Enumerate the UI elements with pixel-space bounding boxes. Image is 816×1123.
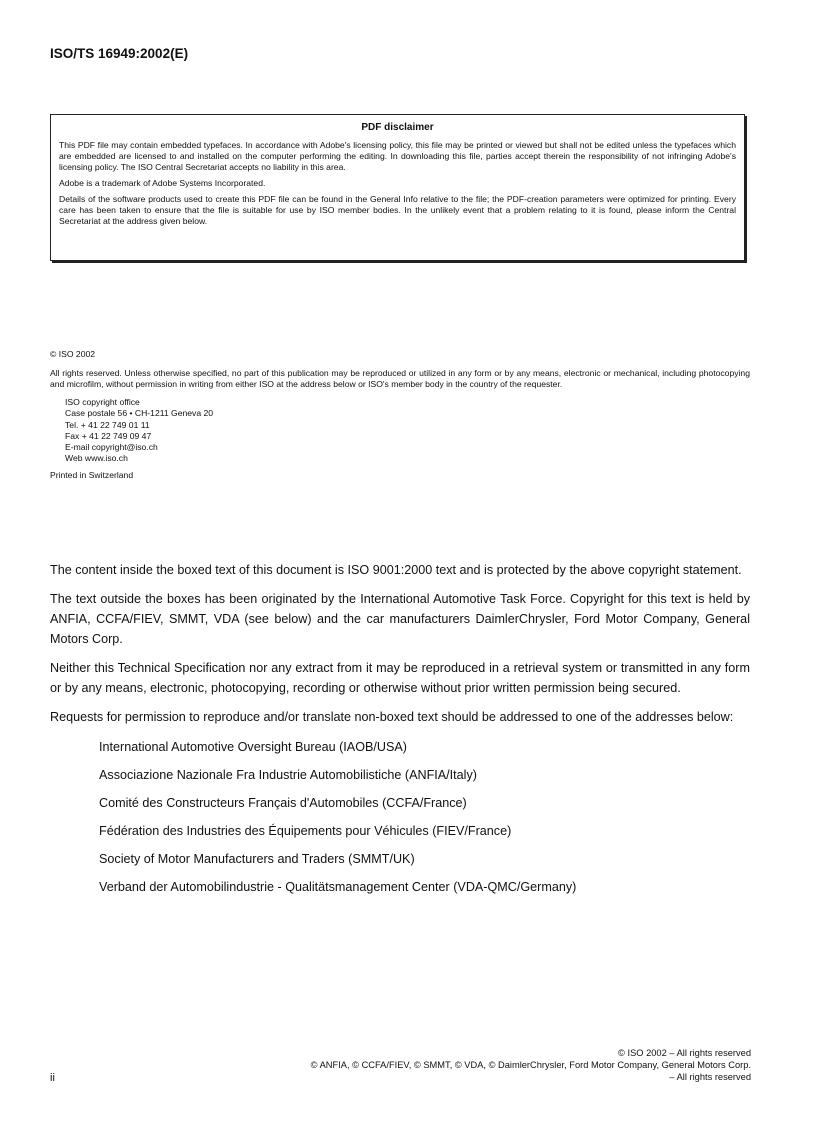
disclaimer-heading: PDF disclaimer bbox=[361, 122, 434, 133]
address-line: E-mail copyright@iso.ch bbox=[65, 442, 158, 453]
copyright-notice bbox=[50, 349, 750, 488]
address-line: Case postale 56 • CH-1211 Geneva 20 bbox=[65, 408, 214, 419]
rights-text: All rights reserved. Unless otherwise specified, no part of this publication may be reproduced or utilized in any form or by any means, electronic or mechanical, including photocopying and microfilm, without permission in writing from either ISO at the address below or ISO's member body in the country of the requester. bbox=[50, 368, 750, 389]
disclaimer-paragraph: Adobe is a trademark of Adobe Systems Incorporated. bbox=[59, 178, 266, 188]
footer-copyright-holders: © ANFIA, © CCFA/FIEV, © SMMT, © VDA, © DaimlerChrysler, Ford Motor Company, General Motors Corp. bbox=[310, 1060, 751, 1070]
body-content bbox=[50, 560, 750, 905]
address-line: Web www.iso.ch bbox=[65, 453, 128, 464]
organization-list bbox=[50, 737, 750, 897]
body-paragraph: Neither this Technical Specification nor any extract from it may be reproduced in a retrieval system or transmitted in any form or by any means, electronic, photocopying, recording or otherwise without prior written permission being secured. bbox=[50, 661, 750, 695]
organization-item: Fédération des Industries des Équipements pour Véhicules (FIEV/France) bbox=[99, 824, 512, 838]
address-line: Fax + 41 22 749 09 47 bbox=[65, 430, 152, 441]
footer-all-rights: – All rights reserved bbox=[669, 1072, 751, 1082]
page-number: ii bbox=[50, 1072, 55, 1084]
page-header-title: ISO/TS 16949:2002(E) bbox=[50, 46, 189, 61]
page-footer bbox=[50, 1047, 751, 1083]
body-paragraph: Requests for permission to reproduce and/or translate non-boxed text should be addressed to one of the addresses below: bbox=[50, 710, 734, 724]
iso-address-block bbox=[65, 397, 750, 465]
organization-item: International Automotive Oversight Bureau (IAOB/USA) bbox=[99, 740, 407, 754]
organization-item: Associazione Nazionale Fra Industrie Automobilistiche (ANFIA/Italy) bbox=[99, 768, 477, 782]
copyright-symbol-line: © ISO 2002 bbox=[50, 349, 96, 359]
disclaimer-paragraph: Details of the software products used to create this PDF file can be found in the General Info relative to the file; the PDF-creation parameters were optimized for printing. Every care has been taken to ensure that the file is suitable for use by ISO member bodies. In the unlikely event that a problem relating to it is found, please inform the Central Secretariat at the address given below. bbox=[59, 194, 736, 226]
footer-iso-rights: © ISO 2002 – All rights reserved bbox=[618, 1048, 751, 1058]
organization-item: Society of Motor Manufacturers and Traders (SMMT/UK) bbox=[99, 852, 415, 866]
printed-in: Printed in Switzerland bbox=[50, 469, 134, 480]
organization-item: Comité des Constructeurs Français d'Automobiles (CCFA/France) bbox=[99, 796, 467, 810]
address-line: Tel. + 41 22 749 01 11 bbox=[65, 419, 150, 430]
pdf-disclaimer-box bbox=[50, 114, 745, 261]
address-line: ISO copyright office bbox=[65, 397, 140, 407]
organization-item: Verband der Automobilindustrie - Qualitätsmanagement Center (VDA-QMC/Germany) bbox=[99, 880, 577, 894]
body-paragraph: The content inside the boxed text of this document is ISO 9001:2000 text and is protected by the above copyright statement. bbox=[50, 563, 742, 577]
disclaimer-paragraph: This PDF file may contain embedded typefaces. In accordance with Adobe's licensing policy, this file may be printed or viewed but shall not be edited unless the typefaces which are embedded are licensed to and installed on the computer performing the editing. In downloading this file, parties accept therein the responsibility of not infringing Adobe's licensing policy. The ISO Central Secretariat accepts no liability in this area. bbox=[59, 140, 736, 172]
body-paragraph: The text outside the boxes has been originated by the International Automotive Task Force. Copyright for this text is held by ANFIA, CCFA/FIEV, SMMT, VDA (see below) and the car manufacturers DaimlerChrysler, Ford Motor Company, General Motors Corp. bbox=[50, 592, 750, 646]
